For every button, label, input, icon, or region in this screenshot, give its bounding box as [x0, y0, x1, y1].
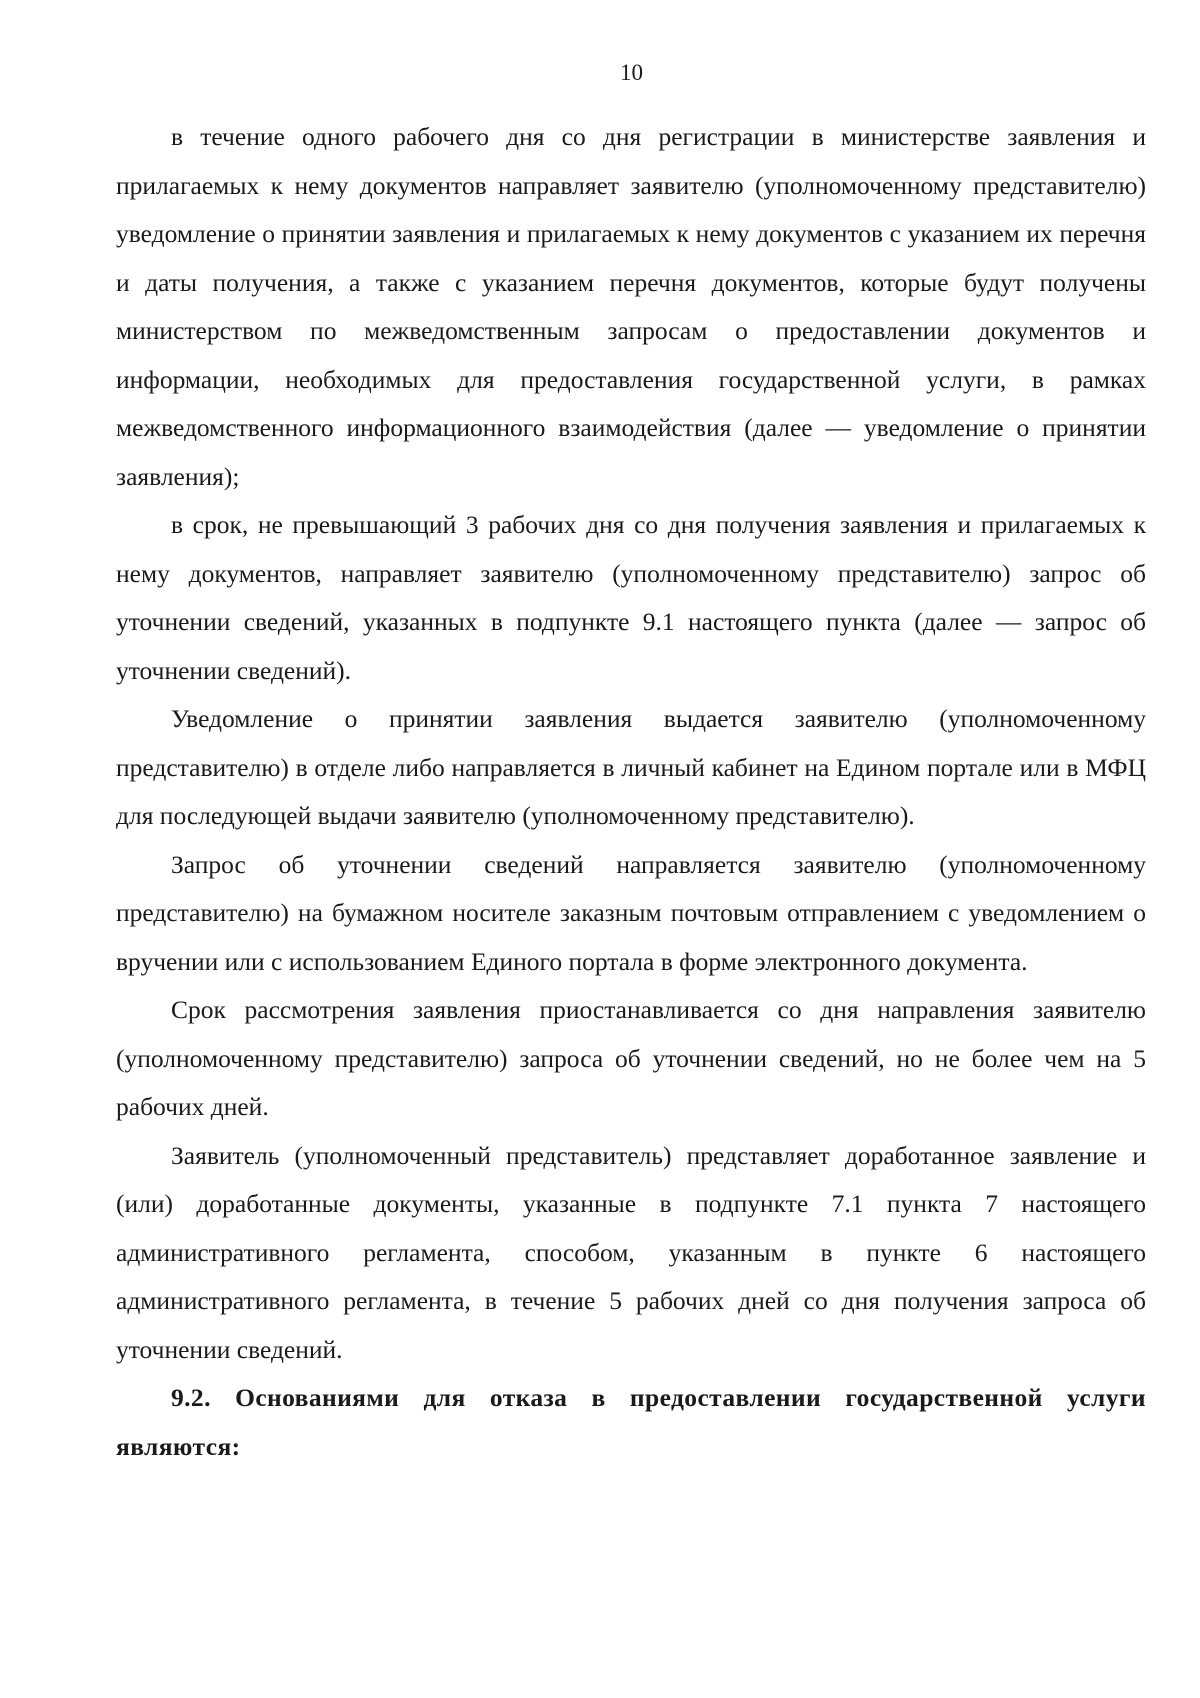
paragraph: Заявитель (уполномоченный представитель) представляет доработанное заявление и (или) доработанные документы, указанные в подпункте 7.1 пункта 7 настоящего административного регламента, способом, указанным в пункте 6 настоящего административного регламента, в течение 5 рабочих дней со дня получения запроса об уточнении сведений. [116, 1140, 1146, 1364]
paragraph: Срок рассмотрения заявления приостанавливается со дня направления заявителю (уполномоченному представителю) запроса об уточнении сведений, но не более чем на 5 рабочих дней. [116, 995, 1146, 1121]
paragraph: в срок, не превышающий 3 рабочих дня со дня получения заявления и прилагаемых к нему документов, направляет заявителю (уполномоченному представителю) запрос об уточнении сведений, указанных в подпункте 9.1 настоящего пункта (далее — запрос об уточнении сведений). [116, 510, 1146, 685]
section-heading: 9.2. Основаниями для отказа в предоставлении государственной услуги являются: [116, 1383, 1146, 1461]
paragraph: в течение одного рабочего дня со дня регистрации в министерстве заявления и прилагаемых к нему документов направляет заявителю (уполномоченному представителю) уведомление о принятии заявления и прилагаемых к нему документов с указанием их перечня и даты получения, а также с указанием перечня документов, которые будут получены министерством по межведомственным запросам о предоставлении документов и информации, необходимых для предоставления государственной услуги, в рамках межведомственного информационного взаимодействия (далее — уведомление о принятии заявления); [116, 122, 1146, 491]
paragraph: Запрос об уточнении сведений направляется заявителю (уполномоченному представителю) на бумажном носителе заказным почтовым отправлением с уведомлением о вручении или с использованием Единого портала в форме электронного документа. [116, 849, 1146, 976]
paragraph: Уведомление о принятии заявления выдается заявителю (уполномоченному представителю) в отделе либо направляется в личный кабинет на Едином портале или в МФЦ для последующей выдачи заявителю (уполномоченному представителю). [116, 704, 1146, 830]
document-body [116, 113, 1146, 1471]
page-number: 10 [620, 60, 643, 85]
